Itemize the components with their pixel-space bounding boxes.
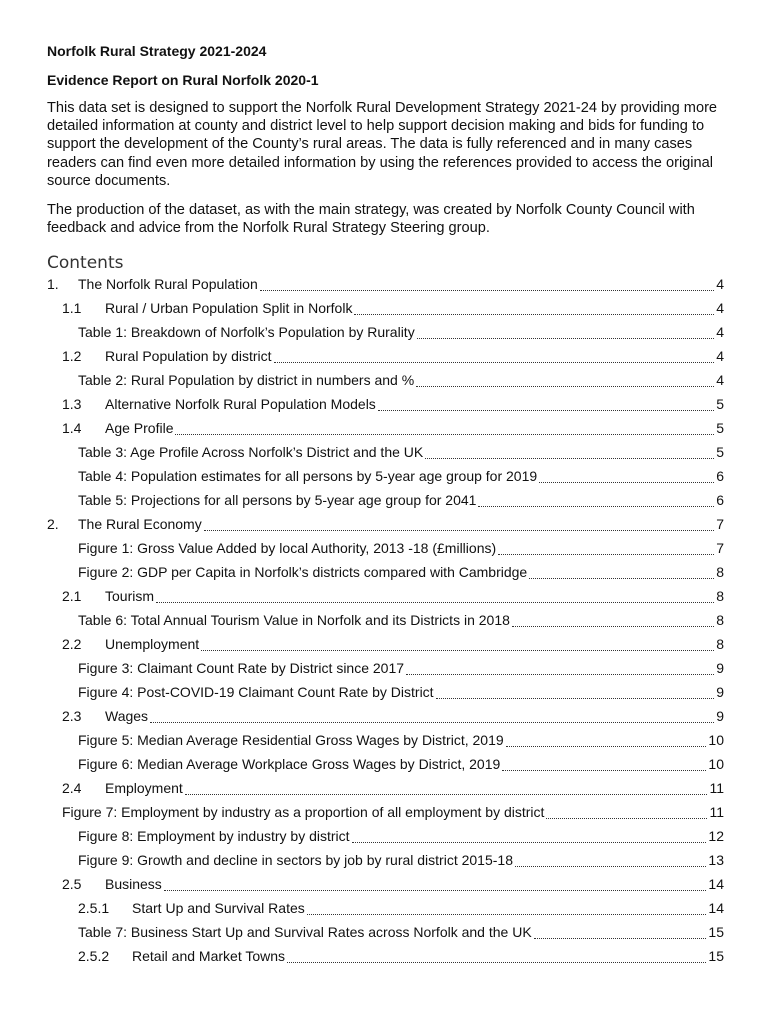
toc-entry-number: 2.5	[62, 876, 82, 892]
intro-paragraph: This data set is designed to support the Norfolk Rural Development Strategy 2021-24 by providing more detailed information at county and district level to help support decision making and bids for funding to support the development of the County’s rural areas. The data is fully referenced and in many cases readers can find even more detailed information by using the references provided to access the original source documents.	[47, 100, 718, 189]
toc-entry-number: 1.1	[62, 300, 82, 316]
toc-entry[interactable]	[78, 612, 724, 632]
toc-entry-title: Figure 8: Employment by industry by district	[78, 828, 350, 844]
toc-dot-leader	[164, 890, 707, 891]
toc-entry-page-number: 5	[716, 444, 724, 460]
toc-dot-leader	[201, 650, 714, 651]
toc-entry-page-number: 11	[709, 780, 724, 796]
toc-dot-leader	[287, 962, 706, 963]
toc-entry-number: 1.2	[62, 348, 82, 364]
toc-entry-page-number: 6	[716, 492, 724, 508]
toc-entry-title: Tourism	[105, 588, 155, 604]
production-paragraph: The production of the dataset, as with the main strategy, was created by Norfolk County Council with feedback and advice from the Norfolk Rural Strategy Steering group.	[47, 202, 695, 237]
toc-entry-page-number: 9	[716, 708, 724, 724]
toc-entry-title: Figure 2: GDP per Capita in Norfolk’s districts compared with Cambridge	[78, 564, 528, 580]
toc-entry-title: Figure 9: Growth and decline in sectors by job by rural district 2015-18	[78, 852, 513, 868]
toc-dot-leader	[354, 314, 714, 315]
toc-entry-page-number: 4	[716, 348, 724, 364]
toc-dot-leader	[478, 506, 714, 507]
toc-entry-number: 2.1	[62, 588, 82, 604]
toc-entry-page-number: 5	[716, 420, 724, 436]
toc-entry[interactable]	[78, 924, 724, 944]
toc-dot-leader	[546, 818, 707, 819]
toc-entry-page-number: 15	[708, 924, 724, 940]
toc-entry[interactable]	[78, 324, 724, 344]
toc-dot-leader	[515, 866, 706, 867]
toc-dot-leader	[260, 290, 714, 291]
toc-entry[interactable]	[62, 636, 724, 656]
toc-entry[interactable]	[62, 348, 724, 368]
toc-dot-leader	[498, 554, 714, 555]
toc-entry[interactable]	[78, 444, 724, 464]
toc-entry-page-number: 10	[708, 732, 724, 748]
toc-entry[interactable]	[62, 876, 724, 896]
toc-entry[interactable]	[78, 660, 724, 680]
document-subtitle: Evidence Report on Rural Norfolk 2020-1	[47, 72, 319, 88]
toc-entry[interactable]	[78, 852, 724, 872]
toc-entry-title: Unemployment	[105, 636, 200, 652]
toc-entry-page-number: 8	[716, 612, 724, 628]
toc-entry[interactable]	[62, 420, 724, 440]
toc-entry[interactable]	[62, 804, 724, 824]
toc-entry-page-number: 9	[716, 660, 724, 676]
toc-entry-page-number: 7	[716, 540, 724, 556]
toc-entry[interactable]	[78, 372, 724, 392]
toc-dot-leader	[534, 938, 707, 939]
toc-entry[interactable]	[78, 684, 724, 704]
toc-entry-page-number: 13	[708, 852, 724, 868]
toc-entry-title: Table 3: Age Profile Across Norfolk’s District and the UK	[78, 444, 424, 460]
toc-dot-leader	[436, 698, 715, 699]
toc-entry-title: Age Profile	[105, 420, 174, 436]
toc-entry-title: Table 5: Projections for all persons by 5-year age group for 2041	[78, 492, 477, 508]
toc-dot-leader	[406, 674, 714, 675]
toc-entry-page-number: 14	[708, 876, 724, 892]
toc-entry-page-number: 4	[716, 276, 724, 292]
toc-entry-page-number: 9	[716, 684, 724, 700]
toc-dot-leader	[502, 770, 706, 771]
toc-entry[interactable]	[78, 564, 724, 584]
toc-dot-leader	[274, 362, 715, 363]
toc-entry[interactable]	[78, 468, 724, 488]
toc-entry-title: Retail and Market Towns	[132, 948, 286, 964]
toc-entry[interactable]	[62, 300, 724, 320]
toc-entry-title: Table 6: Total Annual Tourism Value in Norfolk and its Districts in 2018	[78, 612, 510, 628]
toc-entry[interactable]	[78, 900, 724, 920]
toc-dot-leader	[506, 746, 707, 747]
toc-entry-title: Employment	[105, 780, 183, 796]
toc-dot-leader	[175, 434, 714, 435]
toc-entry[interactable]	[62, 780, 724, 800]
toc-entry-number: 1.	[47, 276, 59, 292]
toc-entry-title: Figure 5: Median Average Residential Gross Wages by District, 2019	[78, 732, 504, 748]
toc-entry-page-number: 8	[716, 636, 724, 652]
toc-entry-title: Figure 3: Claimant Count Rate by District since 2017	[78, 660, 405, 676]
toc-entry-title: Wages	[105, 708, 149, 724]
toc-entry-page-number: 11	[709, 804, 724, 820]
toc-dot-leader	[307, 914, 707, 915]
toc-entry-title: Start Up and Survival Rates	[132, 900, 305, 916]
toc-dot-leader	[416, 386, 714, 387]
toc-entry-page-number: 7	[716, 516, 724, 532]
toc-entry[interactable]	[62, 708, 724, 728]
toc-entry[interactable]	[78, 828, 724, 848]
toc-dot-leader	[185, 794, 708, 795]
toc-entry-page-number: 4	[716, 300, 724, 316]
toc-entry-number: 1.3	[62, 396, 82, 412]
toc-entry-title: Business	[105, 876, 162, 892]
toc-entry-title: Figure 7: Employment by industry as a proportion of all employment by district	[62, 804, 545, 820]
toc-entry-page-number: 10	[708, 756, 724, 772]
toc-entry-title: Rural Population by district	[105, 348, 272, 364]
contents-heading: Contents	[47, 253, 124, 273]
toc-entry-title: The Norfolk Rural Population	[78, 276, 258, 292]
toc-entry-page-number: 6	[716, 468, 724, 484]
toc-entry-number: 2.	[47, 516, 59, 532]
toc-entry-title: Figure 4: Post-COVID-19 Claimant Count Rate by District	[78, 684, 434, 700]
toc-entry-page-number: 8	[716, 588, 724, 604]
toc-entry-number: 2.2	[62, 636, 82, 652]
toc-entry-number: 2.4	[62, 780, 82, 796]
toc-entry-title: Figure 6: Median Average Workplace Gross Wages by District, 2019	[78, 756, 501, 772]
toc-dot-leader	[150, 722, 714, 723]
toc-entry-title: Figure 1: Gross Value Added by local Authority, 2013 -18 (£millions)	[78, 540, 497, 556]
toc-entry-title: Alternative Norfolk Rural Population Models	[105, 396, 376, 412]
toc-entry-page-number: 5	[716, 396, 724, 412]
toc-entry-number: 1.4	[62, 420, 82, 436]
toc-entry-page-number: 15	[708, 948, 724, 964]
toc-entry-number: 2.5.1	[78, 900, 110, 916]
toc-entry[interactable]	[62, 396, 724, 416]
toc-entry[interactable]	[78, 492, 724, 512]
toc-entry-title: Table 2: Rural Population by district in numbers and %	[78, 372, 415, 388]
toc-entry[interactable]	[78, 540, 724, 560]
toc-entry-title: Table 4: Population estimates for all persons by 5-year age group for 2019	[78, 468, 538, 484]
toc-dot-leader	[425, 458, 714, 459]
toc-dot-leader	[378, 410, 714, 411]
toc-entry[interactable]	[78, 756, 724, 776]
toc-dot-leader	[539, 482, 714, 483]
toc-entry-page-number: 12	[708, 828, 724, 844]
toc-dot-leader	[529, 578, 714, 579]
toc-entry-page-number: 4	[716, 324, 724, 340]
toc-entry[interactable]	[62, 588, 724, 608]
toc-dot-leader	[512, 626, 714, 627]
toc-entry-title: The Rural Economy	[78, 516, 202, 532]
toc-entry-page-number: 8	[716, 564, 724, 580]
toc-entry-title: Rural / Urban Population Split in Norfolk	[105, 300, 353, 316]
toc-entry-number: 2.5.2	[78, 948, 110, 964]
toc-entry-number: 2.3	[62, 708, 82, 724]
toc-dot-leader	[204, 530, 714, 531]
toc-entry[interactable]	[78, 948, 724, 968]
document-title: Norfolk Rural Strategy 2021-2024	[47, 43, 267, 59]
toc-entry[interactable]	[47, 516, 724, 536]
toc-entry-title: Table 1: Breakdown of Norfolk’s Population by Rurality	[78, 324, 415, 340]
toc-dot-leader	[417, 338, 715, 339]
toc-entry-title: Table 7: Business Start Up and Survival Rates across Norfolk and the UK	[78, 924, 532, 940]
toc-entry[interactable]	[78, 732, 724, 752]
toc-entry[interactable]	[47, 276, 724, 296]
toc-entry-page-number: 14	[708, 900, 724, 916]
toc-dot-leader	[156, 602, 714, 603]
toc-dot-leader	[352, 842, 707, 843]
toc-entry-page-number: 4	[716, 372, 724, 388]
